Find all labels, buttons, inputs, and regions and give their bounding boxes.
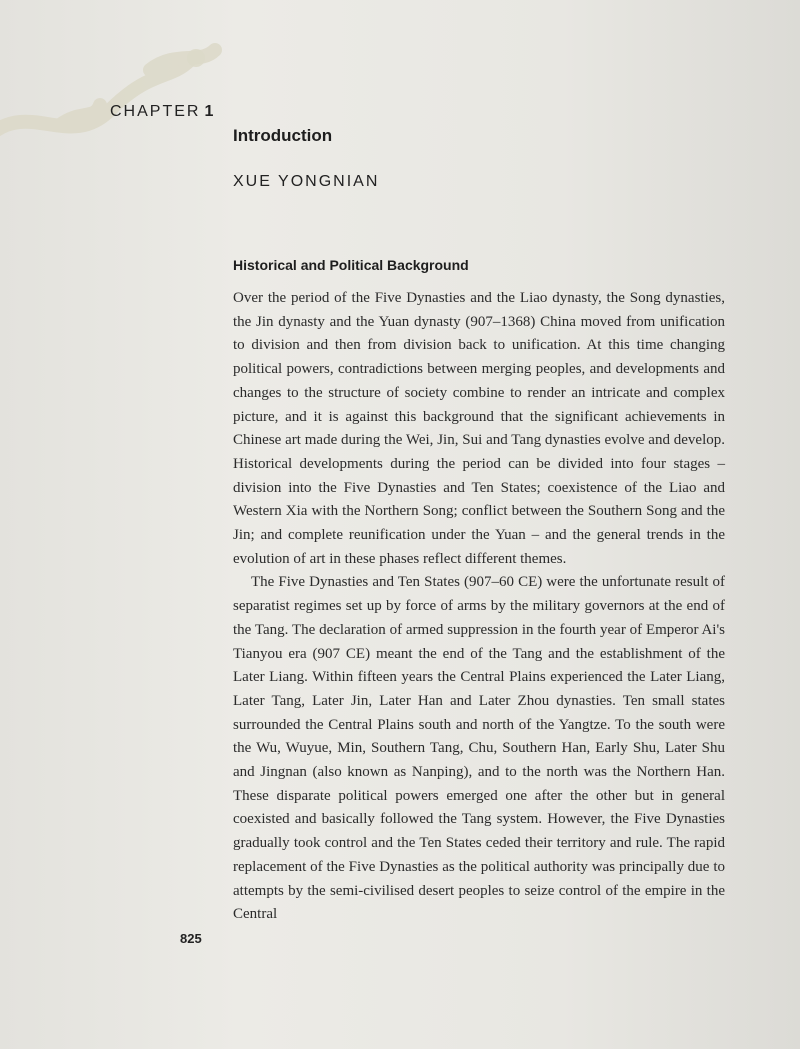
paragraph-2: The Five Dynasties and Ten States (907–60 CE) were the unfortunate result of separatist regimes set up by force of arms by the military governors at the end of the Tang. The declaration of armed suppression in the fourth year of Emperor Ai's Tianyou era (907 CE) meant the end of the Tang and the establishment of the Later Liang. Within fifteen years the Central Plains experienced the Later Liang, Later Tang, Later Jin, Later Han and Later Zhou dynasties. Ten small states surrounded the Central Plains south and north of the Yangtze. To the south were the Wu, Wuyue, Min, Southern Tang, Chu, Southern Han, Early Shu, Later Shu and Jingnan (also known as Nanping), and to the north was the Northern Han. These disparate political powers emerged one after the other but in general coexisted and basically followed the Tang system. However, the Five Dynasties gradually took control and the Ten States ceded their territory and rule. The rapid replacement of the Five Dynasties as the political authority was principally due to attempts by the semi-civilised desert peoples to seize control of the empire in the Central [233,574,725,923]
chapter-label [110,103,215,121]
page-number: 825 [180,931,202,946]
dragon-ornament-icon [0,40,230,160]
chapter-word: CHAPTER [110,103,201,120]
author-name: XUE YONGNIAN [233,173,380,190]
paragraph-1: Over the period of the Five Dynasties and the Liao dynasty, the Song dynasties, the Jin dynasty and the Yuan dynasty (907–1368) China moved from unification to division and then from division back to unification. At this time changing political powers, contradictions between merging peoples, and developments and changes to the structure of society combine to render an intricate and complex picture, and it is against this background that the significant achievements in Chinese art made during the Wei, Jin, Sui and Tang dynasties evolve and develop. Historical developments during the period can be divided into four stages – division into the Five Dynasties and Ten States; coexistence of the Liao and Western Xia with the Northern Song; conflict between the Southern Song and the Jin; and complete reunification under the Yuan – and the general trends in the evolution of art in these phases reflect different themes. [233,290,725,567]
chapter-number: 1 [204,103,216,120]
section-heading: Historical and Political Background [233,257,469,273]
body-text [233,287,725,927]
chapter-title: Introduction [233,126,333,145]
